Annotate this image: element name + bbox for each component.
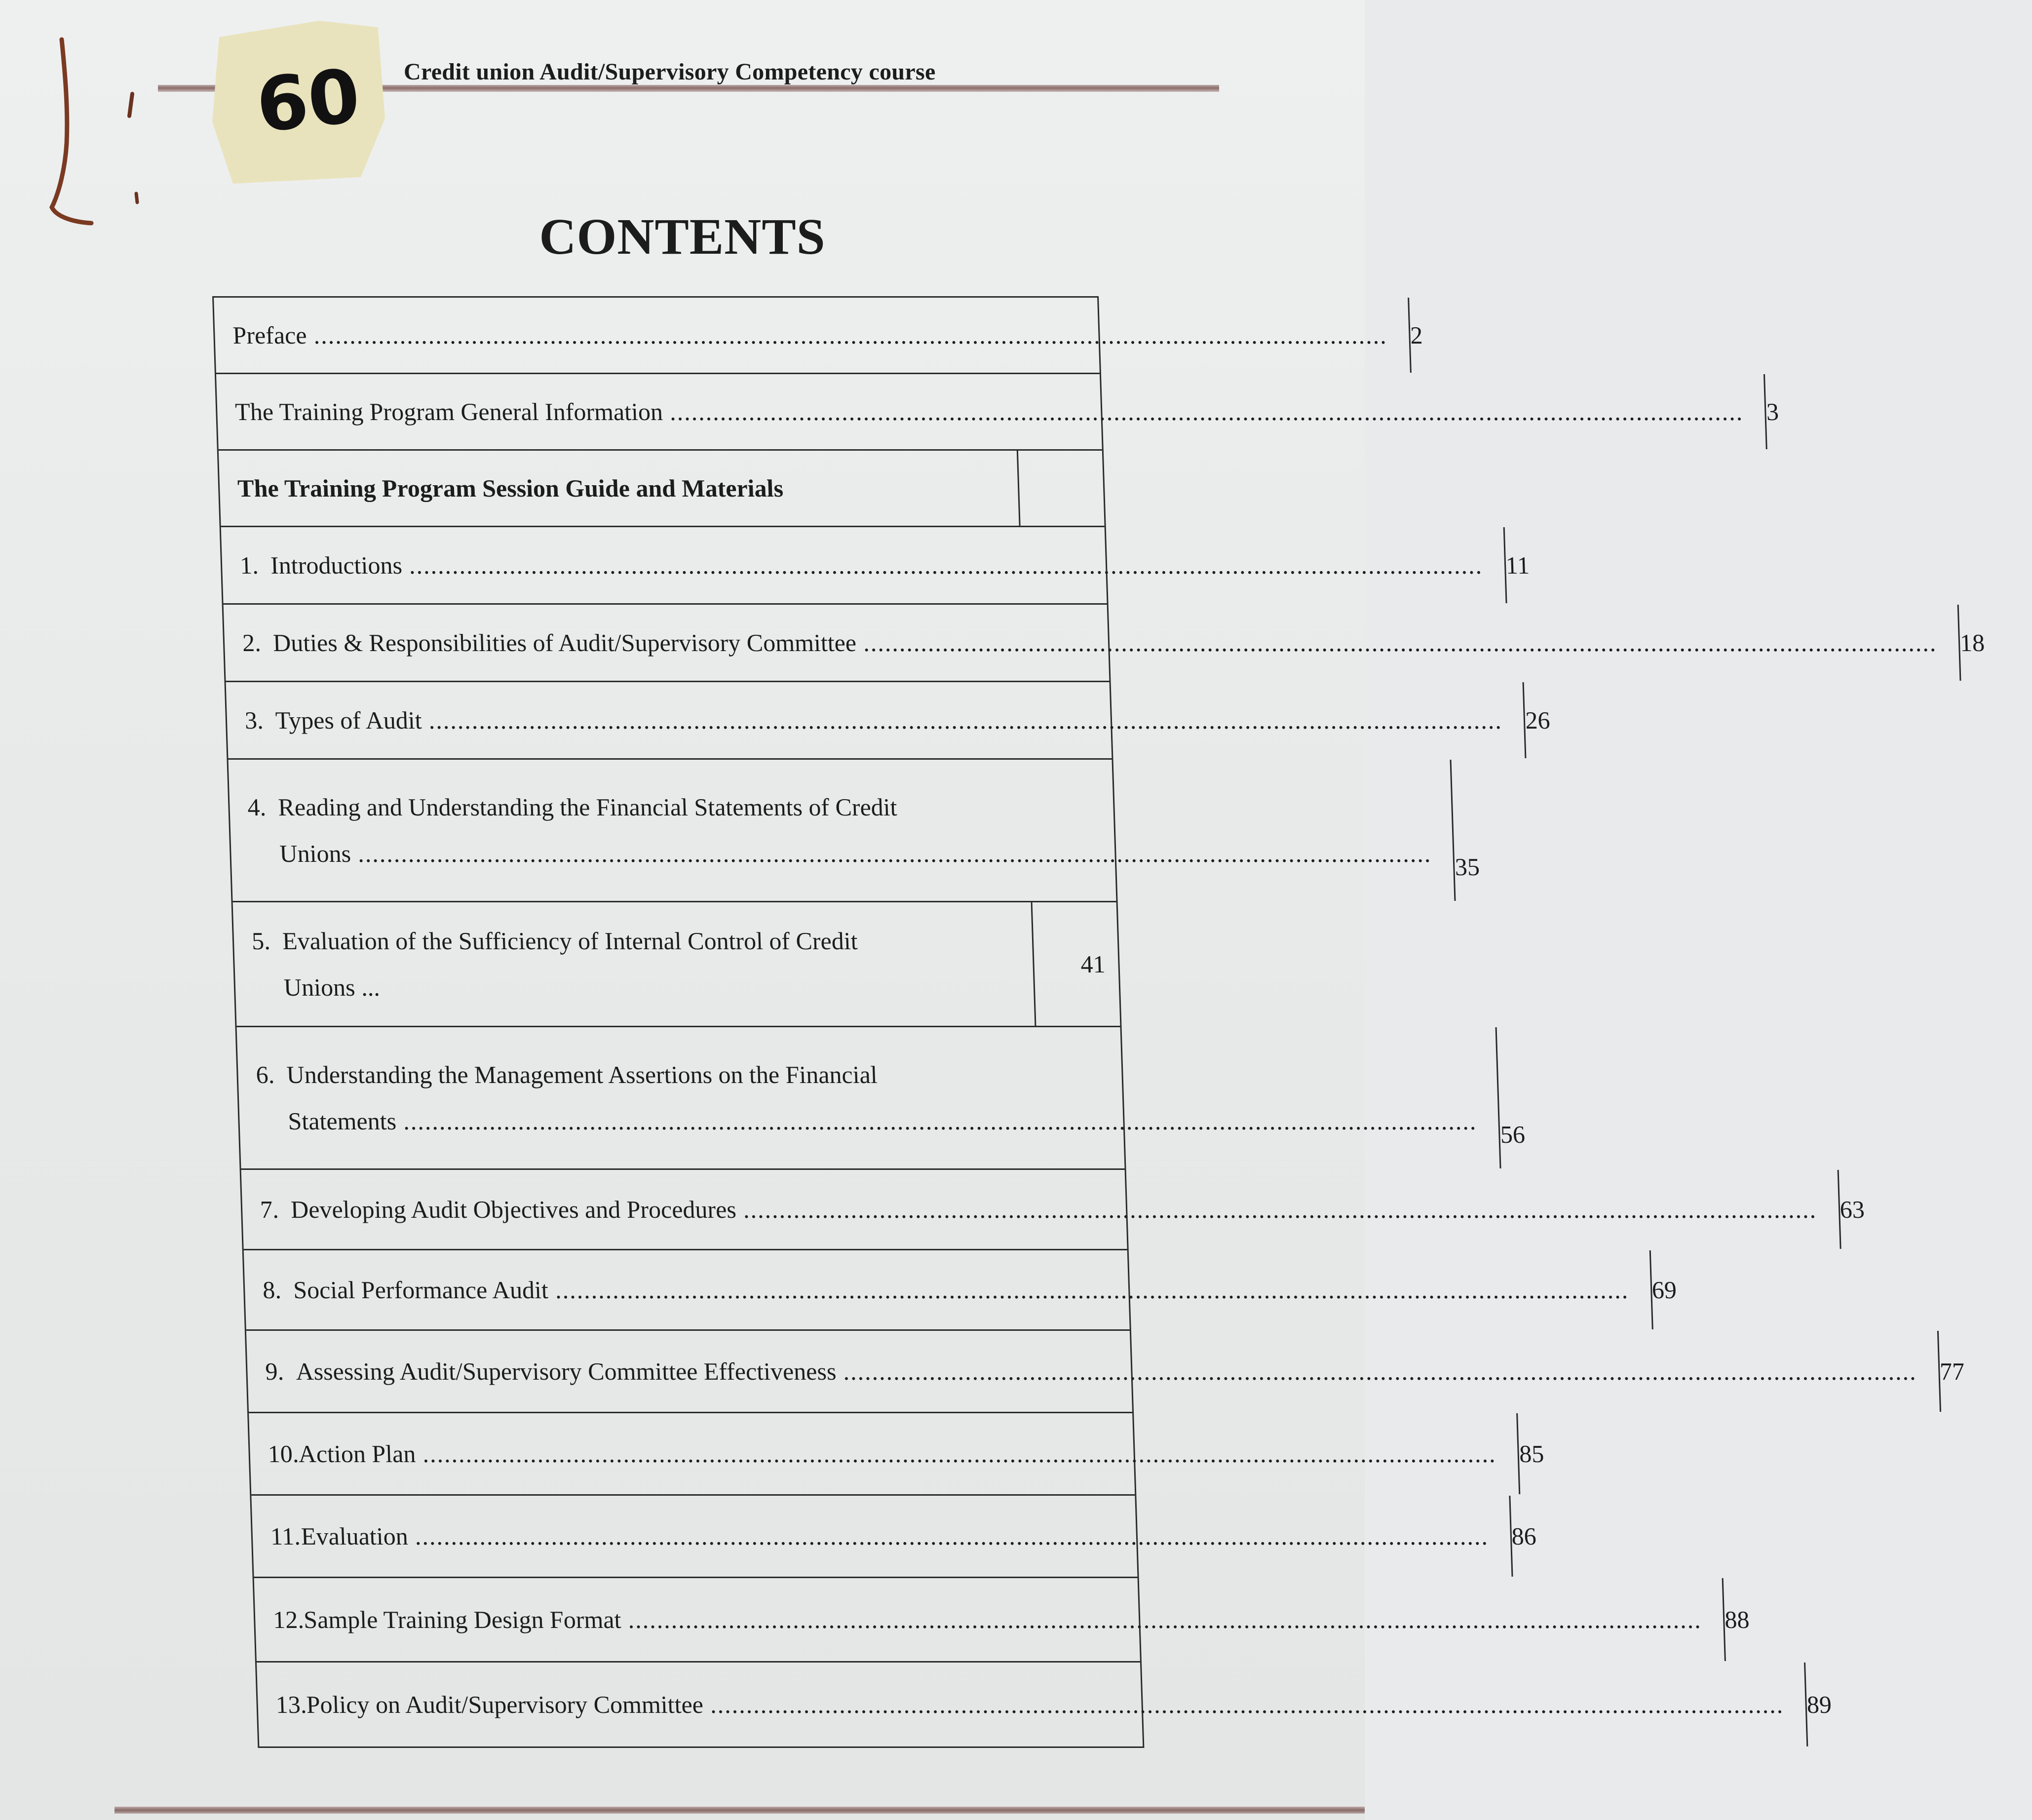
toc-page-number <box>1018 451 1105 526</box>
toc-page-number: 18 <box>1959 629 1985 657</box>
toc-entry-title-continued: Statements <box>287 1107 397 1135</box>
toc-section-heading-row <box>219 451 1105 527</box>
toc-entry-number: 9. <box>265 1357 284 1385</box>
toc-entry-title: Social Performance Audit <box>293 1276 549 1304</box>
toc-entry-title: Evaluation <box>301 1522 409 1550</box>
toc-row <box>244 1250 1677 1331</box>
tape-number: 60 <box>252 53 364 150</box>
toc-page-number: 3 <box>1765 398 1779 426</box>
toc-page-number: 86 <box>1511 1522 1537 1550</box>
toc-entry-title: Evaluation of the Sufficiency of Internal Control of Credit <box>282 927 858 955</box>
toc-row <box>224 605 1985 682</box>
dot-leader: ...................................................................................................................................................... <box>709 1691 1784 1718</box>
toc-row <box>257 1663 1832 1746</box>
toc-entry-number: 13. <box>275 1691 307 1718</box>
toc-page-number: 89 <box>1806 1691 1832 1718</box>
toc-page-number: 69 <box>1651 1276 1677 1304</box>
dot-leader: ...................................................................................................................................................... <box>313 321 1388 349</box>
toc-entry-title: Policy on Audit/Supervisory Committee <box>306 1691 704 1718</box>
toc-page-number: 26 <box>1525 706 1551 734</box>
toc-entry-title: The Training Program General Information <box>234 398 663 426</box>
toc-page-number: 56 <box>1499 1121 1526 1148</box>
toc-row <box>214 298 1423 374</box>
page-title: CONTENTS <box>539 208 826 265</box>
toc-entry-title: Introductions <box>270 551 403 579</box>
dot-leader: ...................................................................................................................................................... <box>669 398 1744 426</box>
toc-page-number: 2 <box>1410 321 1423 349</box>
dot-leader: ...................................................................................................................................................... <box>403 1107 1477 1135</box>
toc-entry-title: Types of Audit <box>275 706 422 734</box>
toc-entry-number: 2. <box>242 629 262 657</box>
toc-page-number: 41 <box>1080 950 1106 978</box>
dot-leader: ...................................................................................................................................................... <box>414 1522 1489 1550</box>
toc-entry-number: 11. <box>270 1522 301 1550</box>
toc-page-number: 85 <box>1519 1440 1545 1468</box>
toc-entry-title: Sample Training Design Format <box>303 1606 622 1633</box>
toc-section-heading: The Training Program Session Guide and Materials <box>237 474 784 502</box>
dot-leader: ...................................................................................................................................................... <box>428 706 1503 734</box>
toc-entry-number: 7. <box>260 1196 279 1223</box>
toc-entry-number: 10. <box>267 1440 300 1468</box>
toc-entry-title-continued: Unions ... <box>283 973 381 1001</box>
toc-row <box>241 1170 1865 1250</box>
toc-entry-title: Understanding the Management Assertions on the Financial <box>286 1061 878 1088</box>
dot-leader: ...................................................................................................................................................... <box>742 1196 1817 1223</box>
footer-rule <box>115 1807 1365 1814</box>
toc-row <box>216 374 1779 451</box>
toc-page-number: 77 <box>1939 1357 1965 1385</box>
toc-entry-title: Preface <box>232 321 307 349</box>
toc-page-number: 11 <box>1505 551 1530 579</box>
dot-leader: ...................................................................................................................................................... <box>408 551 1483 579</box>
toc-page-number: 88 <box>1724 1606 1750 1633</box>
toc-entry-number: 6. <box>255 1061 275 1088</box>
toc-entry-number: 4. <box>247 793 267 821</box>
dot-leader: ...................................................................................................................................................... <box>843 1357 1917 1385</box>
toc-entry-number: 12. <box>272 1606 305 1633</box>
toc-entry-title: Assessing Audit/Supervisory Committee Effectiveness <box>295 1357 837 1385</box>
toc-entry-number: 5. <box>251 927 271 955</box>
toc-entry-title: Developing Audit Objectives and Procedures <box>290 1196 737 1223</box>
table-of-contents <box>212 296 1985 1748</box>
toc-entry-number: 8. <box>262 1276 282 1304</box>
toc-row <box>249 1413 1545 1496</box>
toc-entry-number: 3. <box>244 706 264 734</box>
toc-row <box>237 1027 1526 1170</box>
running-header: Credit union Audit/Supervisory Competency course <box>404 59 936 85</box>
toc-row <box>251 1496 1537 1578</box>
toc-entry-title: Reading and Understanding the Financial Statements of Credit <box>277 793 898 821</box>
dot-leader: ...................................................................................................................................................... <box>422 1440 1497 1468</box>
toc-row <box>254 1578 1750 1663</box>
toc-entry-title: Duties & Responsibilities of Audit/Supervisory Committee <box>272 629 857 657</box>
handwritten-margin-mark <box>39 30 158 237</box>
toc-page-number: 63 <box>1839 1196 1865 1223</box>
toc-row <box>233 902 1120 1027</box>
dot-leader: ...................................................................................................................................................... <box>357 840 1432 867</box>
toc-row <box>221 527 1530 605</box>
dot-leader: ...................................................................................................................................................... <box>554 1276 1629 1304</box>
dot-leader: ...................................................................................................................................................... <box>863 629 1937 657</box>
toc-page-number: 35 <box>1454 853 1480 881</box>
toc-entry-number: 1. <box>239 551 259 579</box>
toc-entry-title: Action Plan <box>298 1440 417 1468</box>
toc-row <box>229 760 1480 902</box>
toc-row <box>246 1331 1965 1413</box>
toc-entry-title-continued: Unions <box>279 840 351 867</box>
dot-leader: ...................................................................................................................................................... <box>627 1606 1702 1633</box>
toc-row <box>226 682 1551 760</box>
